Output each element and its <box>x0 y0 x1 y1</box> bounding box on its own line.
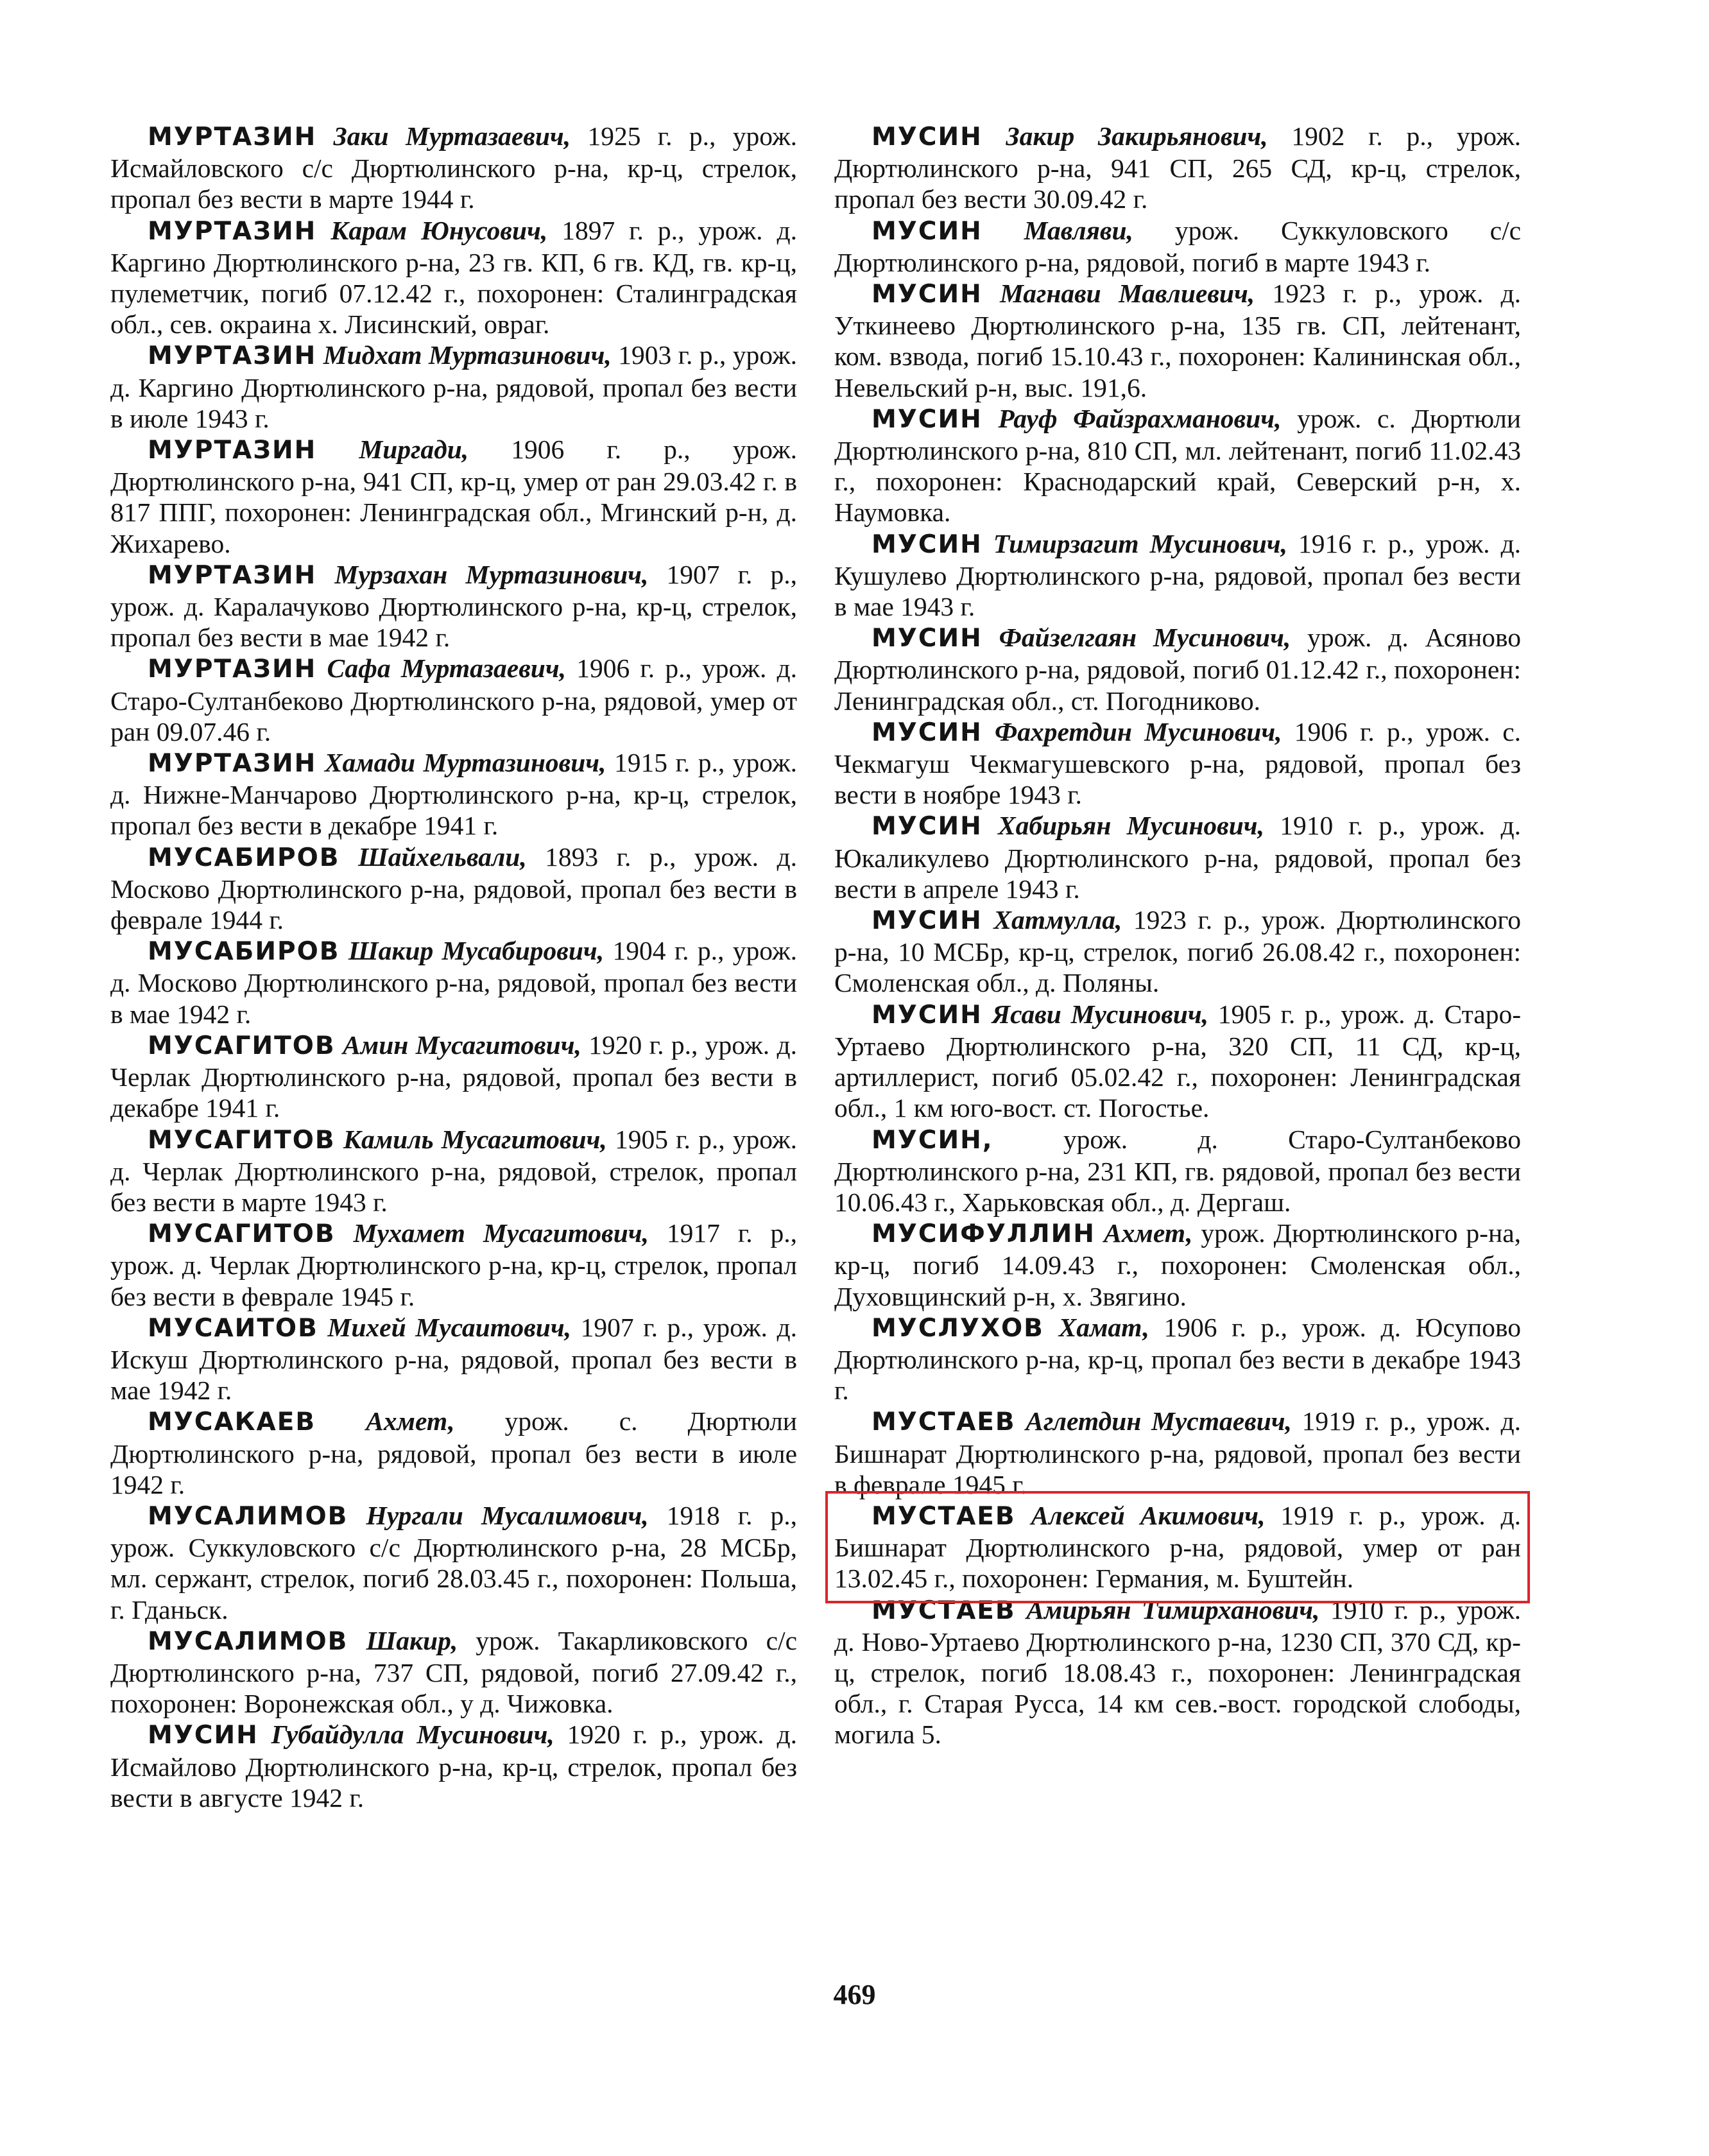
entry-given-name: Мухамет Мусагитович, <box>353 1218 649 1248</box>
entry-given-name: Хабирьян Мусинович, <box>998 811 1264 841</box>
list-item <box>110 1625 797 1720</box>
entry-surname: МУСИН <box>872 280 983 309</box>
entry-details: урож. д. Асяново Дюртюлинского р-на, рядовой, погиб 01.12.42 г., похоронен: Ленинградская обл., ст. Погодниково. <box>834 623 1521 716</box>
entry-surname: МУСИН <box>872 530 983 559</box>
list-item <box>110 1500 797 1625</box>
entry-given-name: Шакир Мусабирович, <box>348 936 605 966</box>
list-item <box>110 841 797 936</box>
entry-details: 1906 г. р., урож. с. Чекмагуш Чекмагушевского р-на, рядовой, пропал без вести в ноябре 1943 г. <box>834 716 1522 810</box>
entry-surname: МУСИН <box>872 718 983 747</box>
list-item <box>834 403 1521 528</box>
entry-surname: МУРТАЗИН <box>148 560 317 590</box>
entry-surname: МУСАГИТОВ <box>148 1031 336 1060</box>
entry-given-name: Закир Закирьянович, <box>1006 121 1268 151</box>
right-column <box>834 121 1521 1750</box>
entry-details: 1919 г. р., урож. д. Бишнарат Дюртюлинского р-на, рядовой, умер от ран 13.02.45 г., похоронен: Германия, м. Буштейн. <box>834 1500 1522 1594</box>
entry-surname: МУСИН <box>872 812 983 841</box>
entry-surname: МУСИН <box>872 624 983 653</box>
entry-details: 1925 г. р., урож. Исмайловского с/с Дюртюлинского р-на, кр-ц, стрелок, пропал без вести в марте 1944 г. <box>110 121 798 214</box>
entry-surname: МУСИН <box>872 906 983 936</box>
entry-surname: МУСАГИТОВ <box>148 1220 336 1249</box>
entry-details: урож. Такарликовского с/с Дюртюлинского р-на, 737 СП, рядовой, погиб 27.09.42 г., похоронен: Воронежская обл., у д. Чижовка. <box>110 1625 797 1719</box>
entry-surname: МУСАКАЕВ <box>148 1408 316 1437</box>
entry-details: 1918 г. р., урож. Суккуловского с/с Дюртюлинского р-на, 28 МСБр, мл. сержант, стрелок, погиб 28.03.45 г., похоронен: Польша, г. Гданьск. <box>110 1500 798 1625</box>
entry-given-name: Файзелгаян Мусинович, <box>999 623 1291 653</box>
entry-details: 1906 г. р., урож. Дюртюлинского р-на, 941 СП, кр-ц, умер от ран 29.03.42 г. в 817 ППГ, похоронен: Ленинградская обл., Мгинский р-н, д. Жихарево. <box>110 435 798 558</box>
entry-details: 1907 г. р., урож. д. Каралачуково Дюртюлинского р-на, кр-ц, стрелок, пропал без вести в мае 1942 г. <box>110 559 798 653</box>
entry-surname: МУСИН <box>148 1721 259 1750</box>
entry-surname: МУСАЛИМОВ <box>148 1501 348 1531</box>
entry-given-name: Магнави Мавлиевич, <box>999 279 1255 309</box>
entry-given-name: Ясави Мусинович, <box>992 999 1208 1029</box>
entry-given-name: Мидхат Муртазинович, <box>323 340 612 370</box>
entry-surname: МУРТАЗИН <box>148 749 317 779</box>
entry-given-name: Хамади Муртазинович, <box>324 748 606 778</box>
entry-given-name: Михей Мусаитович, <box>327 1312 572 1342</box>
entry-given-name: Ахмет, <box>366 1406 455 1436</box>
entry-details: 1905 г. р., урож. д. Старо-Уртаево Дюртюлинского р-на, 320 СП, 11 СД, кр-ц, артиллерист, погиб 05.02.42 г., похоронен: Ленинградская обл., 1 км юго-вост. ст. Погостье. <box>834 999 1522 1123</box>
entry-surname: МУСАЛИМОВ <box>148 1626 348 1656</box>
list-item <box>110 1719 797 1813</box>
entry-details: 1919 г. р., урож. д. Бишнарат Дюртюлинского р-на, рядовой, пропал без вести в феврале 1945 г. <box>834 1406 1521 1499</box>
list-item <box>110 1124 797 1218</box>
entry-given-name: Губайдулла Мусинович, <box>271 1720 554 1750</box>
list-item <box>110 121 797 215</box>
entry-details: 1906 г. р., урож. д. Старо-Султанбеково Дюртюлинского р-на, рядовой, умер от ран 09.07.46 г. <box>110 653 798 746</box>
entry-surname: МУСТАЕВ <box>872 1408 1016 1437</box>
entry-surname: МУРТАЗИН <box>148 655 317 684</box>
entry-details: 1906 г. р., урож. д. Юсупово Дюртюлинского р-на, кр-ц, пропал без вести в декабре 1943 г. <box>834 1312 1521 1406</box>
entry-surname: МУСАГИТОВ <box>148 1125 336 1155</box>
entry-given-name: Амирьян Тимирханович, <box>1026 1594 1320 1625</box>
list-item <box>834 528 1521 623</box>
list-item <box>110 653 797 747</box>
list-item <box>834 215 1521 278</box>
entry-surname: МУРТАЗИН <box>148 123 317 151</box>
list-item <box>834 1124 1521 1218</box>
list-item <box>110 1218 797 1312</box>
highlighted-entry <box>834 1500 1521 1594</box>
entry-surname: МУСИФУЛЛИН <box>872 1220 1095 1249</box>
entry-details: 1905 г. р., урож. д. Черлак Дюртюлинского р-на, рядовой, стрелок, пропал без вести в марте 1943 г. <box>110 1124 798 1217</box>
list-item <box>110 1406 797 1500</box>
entry-given-name: Камиль Мусагитович, <box>343 1124 607 1154</box>
list-item <box>110 215 797 340</box>
entry-details: 1923 г. р., урож. Дюртюлинского р-на, 10 МСБр, кр-ц, стрелок, погиб 26.08.42 г., похоронен: Смоленская обл., д. Поляны. <box>834 905 1522 998</box>
entry-surname: МУСАБИРОВ <box>148 843 340 872</box>
list-item <box>834 810 1521 904</box>
entry-details: урож. с. Дюртюли Дюртюлинского р-на, рядовой, пропал без вести в июле 1942 г. <box>110 1406 798 1499</box>
entry-surname: МУСЛУХОВ <box>872 1313 1044 1343</box>
entry-surname: МУСАБИРОВ <box>148 937 340 967</box>
entry-given-name: Ахмет, <box>1103 1218 1193 1248</box>
entry-details: урож. с. Дюртюли Дюртюлинского р-на, 810 СП, мл. лейтенант, погиб 11.02.43 г., похоронен: Краснодарский край, Северский р-н, х. Наумовка. <box>834 403 1521 528</box>
entry-given-name: Амин Мусагитович, <box>343 1030 581 1060</box>
entry-details: 1920 г. р., урож. д. Исмайлово Дюртюлинского р-на, кр-ц, стрелок, пропал без вести в августе 1942 г. <box>110 1720 797 1813</box>
entry-details: 1917 г. р., урож. д. Черлак Дюртюлинского р-на, кр-ц, стрелок, пропал без вести в феврале 1945 г. <box>110 1218 798 1311</box>
entry-details: урож. Дюртюлинского р-на, кр-ц, погиб 14.09.43 г., похоронен: Смоленская обл., Духовщинский р-н, х. Звягино. <box>834 1218 1521 1311</box>
entry-given-name: Мавляви, <box>1024 215 1133 245</box>
entry-surname: МУСАИТОВ <box>148 1313 318 1343</box>
entry-surname: МУСТАЕВ <box>872 1596 1016 1625</box>
entry-details: 1920 г. р., урож. д. Черлак Дюртюлинского р-на, рядовой, пропал без вести в декабре 1941 г. <box>110 1030 797 1123</box>
list-item <box>110 434 797 559</box>
entry-details: урож. д. Старо-Султанбеково Дюртюлинского р-на, 231 КП, гв. рядовой, пропал без вести 10.06.43 г., Харьковская обл., д. Дергаш. <box>834 1124 1521 1217</box>
entry-surname: МУСИН <box>872 404 983 434</box>
entry-details: 1904 г. р., урож. д. Москово Дюртюлинского р-на, рядовой, пропал без вести в мае 1942 г. <box>110 936 798 1029</box>
entry-surname: МУСИН <box>872 1000 983 1030</box>
entry-given-name: Заки Муртазаевич, <box>333 121 571 151</box>
list-item <box>834 622 1521 716</box>
entry-details: 1910 г. р., урож. д. Ново-Уртаево Дюртюлинского р-на, 1230 СП, 370 СД, кр-ц, стрелок, погиб 18.08.43 г., похоронен: Ленинградская обл., г. Старая Русса, 14 км сев.-вост. городской слободы, могила 5. <box>834 1594 1522 1750</box>
entry-given-name: Мурзахан Муртазинович, <box>334 559 649 589</box>
page-number: 469 <box>833 1979 876 2010</box>
left-column <box>110 121 797 1813</box>
entry-surname: МУРТАЗИН <box>148 216 317 246</box>
entry-given-name: Миргади, <box>359 435 469 465</box>
list-item <box>110 340 797 434</box>
list-item <box>834 1312 1521 1406</box>
entry-given-name: Фахретдин Мусинович, <box>995 716 1282 746</box>
entry-given-name: Шакир, <box>366 1625 458 1655</box>
list-item <box>834 1594 1521 1750</box>
entry-details: 1915 г. р., урож. д. Нижне-Манчарово Дюртюлинского р-на, кр-ц, стрелок, пропал без вести в декабре 1941 г. <box>110 748 798 841</box>
list-item <box>834 278 1521 403</box>
entry-given-name: Карам Юнусович, <box>331 215 548 245</box>
list-item <box>834 1218 1521 1312</box>
entry-given-name: Аглетдин Мустаевич, <box>1026 1406 1292 1436</box>
list-item <box>834 1406 1521 1500</box>
entry-surname: МУСИН <box>872 123 983 151</box>
entry-surname: МУСИН <box>872 216 983 246</box>
entry-surname: МУСИН, <box>872 1125 993 1155</box>
list-item <box>834 904 1521 999</box>
list-item <box>110 935 797 1030</box>
entry-given-name: Шайхельвали, <box>357 841 527 872</box>
list-item <box>110 747 797 841</box>
entry-details: 1916 г. р., урож. д. Кушулево Дюртюлинского р-на, рядовой, пропал без вести в мае 1943 г. <box>834 528 1521 622</box>
entry-details: 1893 г. р., урож. д. Москово Дюртюлинского р-на, рядовой, пропал без вести в феврале 1944 г. <box>110 841 797 935</box>
list-item <box>834 999 1521 1124</box>
list-item <box>834 121 1521 215</box>
entry-surname: МУРТАЗИН <box>148 341 317 371</box>
list-item <box>110 559 797 653</box>
list-item <box>110 1030 797 1124</box>
entry-given-name: Хамат, <box>1058 1312 1149 1342</box>
entry-details: 1923 г. р., урож. д. Уткинеево Дюртюлинского р-на, 135 гв. СП, лейтенант, ком. взвода, погиб 15.10.43 г., похоронен: Калининская обл., Невельский р-н, выс. 191,6. <box>834 279 1521 402</box>
entry-given-name: Алексей Акимович, <box>1031 1500 1266 1530</box>
entry-details: урож. Суккуловского с/с Дюртюлинского р-на, рядовой, погиб в марте 1943 г. <box>834 215 1522 277</box>
entry-details: 1910 г. р., урож. д. Юкаликулево Дюртюлинского р-на, рядовой, пропал без вести в апреле 1943 г. <box>834 811 1522 904</box>
entry-details: 1907 г. р., урож. д. Искуш Дюртюлинского р-на, рядовой, пропал без вести в мае 1942 г. <box>110 1312 797 1406</box>
entry-surname: МУРТАЗИН <box>148 436 317 465</box>
entry-given-name: Сафа Муртазаевич, <box>327 653 566 684</box>
list-item <box>110 1312 797 1406</box>
entry-details: 1897 г. р., урож. д. Каргино Дюртюлинского р-на, 23 гв. КП, 6 гв. КД, гв. кр-ц, пулеметчик, погиб 07.12.42 г., похоронен: Сталинградская обл., сев. окраина х. Лисинский, овраг. <box>110 215 797 340</box>
entry-given-name: Тимирзагит Мусинович, <box>993 528 1287 558</box>
entry-details: 1902 г. р., урож. Дюртюлинского р-на, 941 СП, 265 СД, кр-ц, стрелок, пропал без вести 30.09.42 г. <box>834 121 1522 214</box>
entry-given-name: Нургали Мусалимович, <box>366 1500 649 1530</box>
entry-details: 1903 г. р., урож. д. Каргино Дюртюлинского р-на, рядовой, пропал без вести в июле 1943 г. <box>110 340 798 433</box>
entry-surname: МУСТАЕВ <box>872 1501 1016 1531</box>
entry-given-name: Хатмулла, <box>993 905 1122 935</box>
entry-given-name: Рауф Файзрахманович, <box>998 403 1282 433</box>
list-item <box>834 716 1521 811</box>
